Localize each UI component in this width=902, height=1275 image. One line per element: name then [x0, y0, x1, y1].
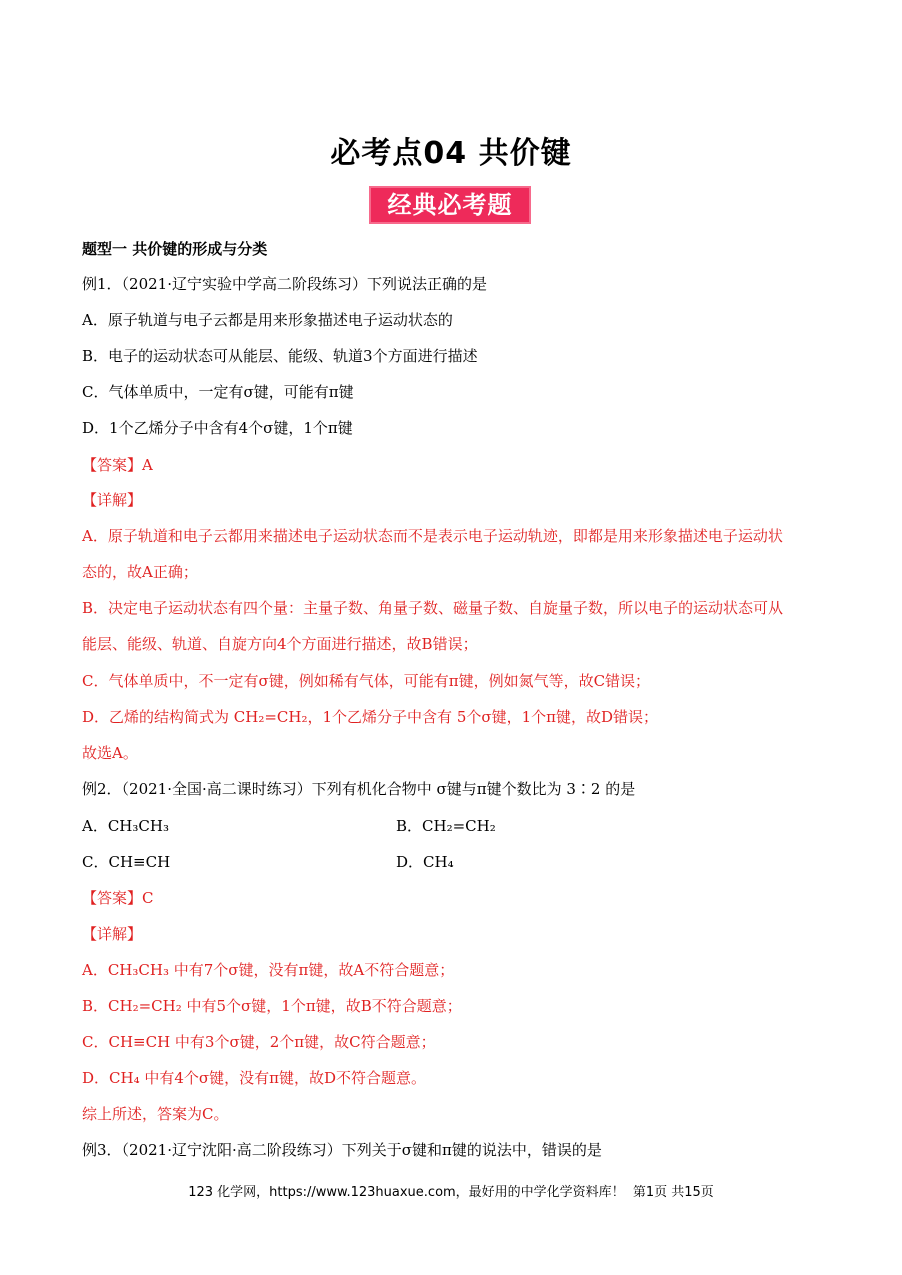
ex1-conclusion: 故选A。 — [82, 744, 138, 762]
ex1-answer: 【答案】A — [82, 456, 153, 474]
page-footer — [0, 1181, 902, 1200]
ex1-expl-line: A．原子轨道和电子云都用来描述电子运动状态而不是表示电子运动轨迹，即都是用来形象描述电子运动状 — [82, 527, 783, 545]
ex2-expl-line: D．CH₄ 中有4个σ键，没有π键，故D不符合题意。 — [82, 1069, 427, 1087]
ex1-detail-label: 【详解】 — [82, 491, 143, 509]
ex1-expl-line: 态的，故A正确； — [82, 563, 198, 581]
ex2-option-a: A．CH₃CH₃ — [82, 817, 169, 835]
footer-page-number: 第1页 共15页 — [632, 1185, 714, 1200]
ex2-option-b: B．CH₂=CH₂ — [396, 817, 496, 835]
section-heading: 题型一 共价键的形成与分类 — [82, 240, 268, 258]
ex2-answer: 【答案】C — [82, 889, 154, 907]
classic-badge: 经典必考题 — [369, 186, 531, 224]
ex1-expl-line: D．乙烯的结构简式为 CH₂=CH₂，1个乙烯分子中含有 5个σ键，1个π键，故D错误； — [82, 708, 659, 726]
ex2-expl-line: A．CH₃CH₃ 中有7个σ键，没有π键，故A不符合题意； — [82, 961, 455, 979]
ex1-expl-line: 能层、能级、轨道、自旋方向4个方面进行描述，故B错误； — [82, 635, 478, 653]
ex3-question: 例3．（2021·辽宁沈阳·高二阶段练习）下列关于σ键和π键的说法中，错误的是 — [82, 1141, 602, 1159]
page-title: 必考点04 共价键 — [330, 136, 572, 171]
ex1-option-c: C．气体单质中，一定有σ键，可能有π键 — [82, 383, 354, 401]
ex1-option-a: A．原子轨道与电子云都是用来形象描述电子运动状态的 — [82, 311, 453, 329]
ex2-expl-line: C．CH≡CH 中有3个σ键，2个π键，故C符合题意； — [82, 1033, 436, 1051]
footer-site: 123 化学网，https://www.123huaxue.com，最好用的中学化学资料库！ — [188, 1185, 625, 1200]
ex2-expl-line: B．CH₂=CH₂ 中有5个σ键，1个π键，故B不符合题意； — [82, 997, 462, 1015]
ex1-expl-line: B．决定电子运动状态有四个量：主量子数、角量子数、磁量子数、自旋量子数，所以电子的运动状态可从 — [82, 599, 784, 617]
ex2-detail-label: 【详解】 — [82, 925, 143, 943]
ex1-expl-line: C．气体单质中，不一定有σ键，例如稀有气体，可能有π键，例如氮气等，故C错误； — [82, 672, 651, 690]
ex2-question: 例2．（2021·全国·高二课时练习）下列有机化合物中 σ键与π键个数比为 3∶2 的是 — [82, 780, 636, 798]
ex2-conclusion: 综上所述，答案为C。 — [82, 1105, 229, 1123]
ex1-option-b: B．电子的运动状态可从能层、能级、轨道3个方面进行描述 — [82, 347, 478, 365]
ex2-option-c: C．CH≡CH — [82, 853, 171, 871]
ex1-question: 例1．（2021·辽宁实验中学高二阶段练习）下列说法正确的是 — [82, 275, 487, 293]
ex1-option-d: D．1个乙烯分子中含有4个σ键，1个π键 — [82, 419, 353, 437]
ex2-option-d: D．CH₄ — [396, 853, 454, 871]
